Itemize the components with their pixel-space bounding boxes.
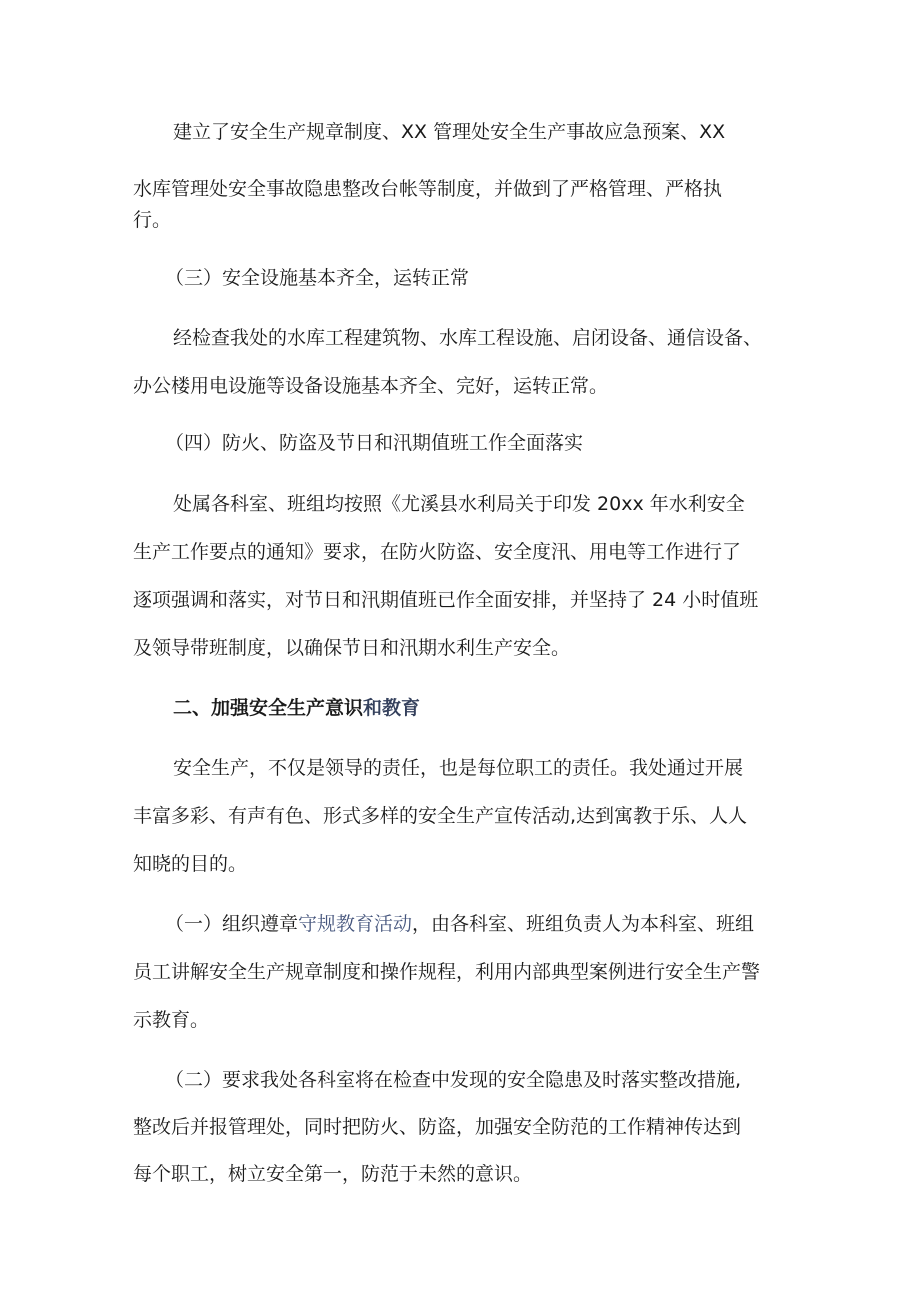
paragraph-line: 建立了安全生产规章制度、XX 管理处安全生产事故应急预案、XX [173,121,726,143]
paragraph-line: 安全生产，不仅是领导的责任，也是每位职工的责任。我处通过开展 [173,757,744,779]
subheading-four: （四）防火、防盗及节日和汛期值班工作全面落实 [165,432,584,454]
paragraph-line: 办公楼用电设施等设备设施基本齐全、完好，运转正常。 [133,375,609,397]
paragraph-line: 行。 [133,209,172,231]
section-heading-part1: 二、加强安全生产意识 [173,697,364,719]
highlighted-text-segment: 守规教育活动 [298,913,413,935]
paragraph-line [165,912,754,936]
paragraph-line: 员工讲解安全生产规章制度和操作规程，利用内部典型案例进行安全生产警 [133,961,761,983]
paragraph-line: 知晓的目的。 [133,853,248,875]
paragraph-line: （二）要求我处各科室将在检查中发现的安全隐患及时落实整改措施, [165,1069,742,1091]
text-segment: （一）组织遵章 [165,913,299,935]
paragraph-line: 整改后并报管理处，同时把防火、防盗，加强安全防范的工作精神传达到 [133,1116,742,1138]
paragraph-line: 生产工作要点的通知》要求，在防火防盗、安全度汛、用电等工作进行了 [133,541,742,563]
paragraph-line: 水库管理处安全事故隐患整改台帐等制度，并做到了严格管理、严格执 [133,178,723,200]
paragraph-line: 处属各科室、班组均按照《尤溪县水利局关于印发 20xx 年水利安全 [173,493,745,515]
text-segment: ，由各科室、班组负责人为本科室、班组 [412,913,755,935]
paragraph-line: 丰富多彩、有声有色、形式多样的安全生产宣传活动,达到寓教于乐、人人 [133,805,748,827]
paragraph-line: 经检查我处的水库工程建筑物、水库工程设施、启闭设备、通信设备、 [173,327,763,349]
paragraph-line: 每个职工，树立安全第一，防范于未然的意识。 [133,1163,533,1185]
section-heading-part2: 和教育 [363,697,421,719]
paragraph-line: 逐项强调和落实，对节日和汛期值班已作全面安排，并坚持了 24 小时值班 [133,589,759,611]
subheading-three: （三）安全设施基本齐全，运转正常 [165,267,470,289]
paragraph-line: 及领导带班制度，以确保节日和汛期水利生产安全。 [133,637,571,659]
section-heading [173,696,420,720]
paragraph-line: 示教育。 [133,1009,210,1031]
